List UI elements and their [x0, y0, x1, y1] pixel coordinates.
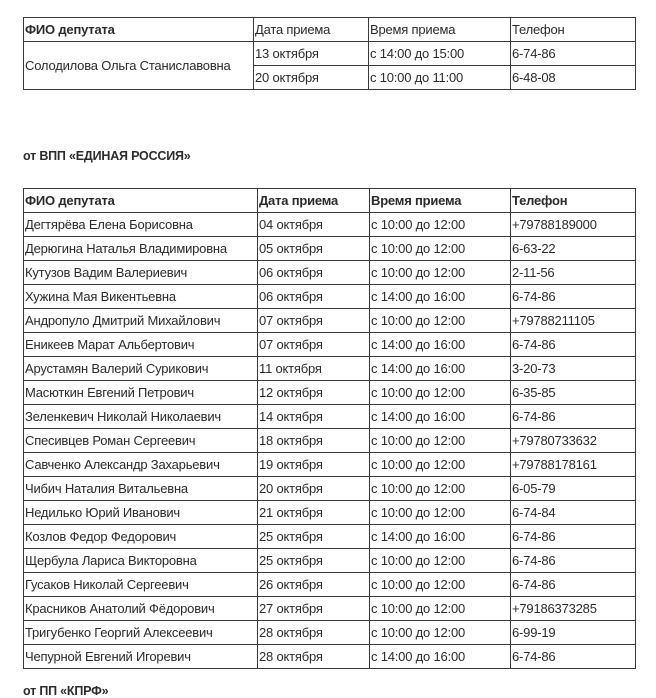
phone-cell: 6-74-86 — [511, 573, 636, 597]
schedule-table-independent — [23, 17, 636, 90]
date-cell: 13 октября — [254, 42, 369, 66]
header-time: Время приема — [369, 18, 511, 42]
date-cell: 19 октября — [258, 453, 370, 477]
phone-cell: 6-74-86 — [511, 525, 636, 549]
date-cell: 21 октября — [258, 501, 370, 525]
time-cell: с 10:00 до 11:00 — [369, 66, 511, 90]
time-cell: с 10:00 до 12:00 — [370, 261, 511, 285]
deputy-name-cell: Кутузов Вадим Валериевич — [24, 261, 258, 285]
date-cell: 05 октября — [258, 237, 370, 261]
table-row — [24, 525, 636, 549]
header-date: Дата приема — [254, 18, 369, 42]
deputy-name-cell: Арустамян Валерий Сурикович — [24, 357, 258, 381]
table-row — [24, 597, 636, 621]
schedule-table-united-russia — [23, 188, 636, 669]
date-cell: 04 октября — [258, 213, 370, 237]
phone-cell: 6-74-84 — [511, 501, 636, 525]
phone-cell: 6-74-86 — [511, 549, 636, 573]
date-cell: 18 октября — [258, 429, 370, 453]
deputy-name-cell: Савченко Александр Захарьевич — [24, 453, 258, 477]
deputy-name-cell: Щербула Лариса Викторовна — [24, 549, 258, 573]
deputy-name-cell: Гусаков Николай Сергеевич — [24, 573, 258, 597]
header-deputy-name: ФИО депутата — [24, 18, 254, 42]
deputy-name-cell: Красников Анатолий Фёдорович — [24, 597, 258, 621]
table-row — [24, 549, 636, 573]
time-cell: с 14:00 до 16:00 — [370, 405, 511, 429]
phone-cell: 2-11-56 — [511, 261, 636, 285]
date-cell: 25 октября — [258, 549, 370, 573]
time-cell: с 10:00 до 12:00 — [370, 453, 511, 477]
table-row — [24, 501, 636, 525]
time-cell: с 14:00 до 16:00 — [370, 333, 511, 357]
phone-cell: 6-74-86 — [511, 42, 636, 66]
time-cell: с 10:00 до 12:00 — [370, 309, 511, 333]
phone-cell: 6-05-79 — [511, 477, 636, 501]
phone-cell: 6-74-86 — [511, 645, 636, 669]
deputy-name-cell: Козлов Федор Федорович — [24, 525, 258, 549]
header-time: Время приема — [370, 189, 511, 213]
deputy-name-cell: Чибич Наталия Витальевна — [24, 477, 258, 501]
date-cell: 20 октября — [258, 477, 370, 501]
time-cell: с 10:00 до 12:00 — [370, 213, 511, 237]
table-row — [24, 261, 636, 285]
table-header-row — [24, 189, 636, 213]
deputy-name-cell: Хужина Мая Викентьевна — [24, 285, 258, 309]
header-phone: Телефон — [511, 189, 636, 213]
deputy-name-cell: Зеленкевич Николай Николаевич — [24, 405, 258, 429]
table-row — [24, 333, 636, 357]
phone-cell: 6-35-85 — [511, 381, 636, 405]
time-cell: с 10:00 до 12:00 — [370, 501, 511, 525]
table-row — [24, 621, 636, 645]
table-row — [24, 477, 636, 501]
date-cell: 06 октября — [258, 285, 370, 309]
table-row — [24, 453, 636, 477]
date-cell: 07 октября — [258, 333, 370, 357]
phone-cell: +79788178161 — [511, 453, 636, 477]
time-cell: с 10:00 до 12:00 — [370, 429, 511, 453]
time-cell: с 10:00 до 12:00 — [370, 621, 511, 645]
table-row — [24, 429, 636, 453]
phone-cell: +79780733632 — [511, 429, 636, 453]
phone-cell: 6-74-86 — [511, 405, 636, 429]
time-cell: с 14:00 до 16:00 — [370, 285, 511, 309]
deputy-name-cell: Дегтярёва Елена Борисовна — [24, 213, 258, 237]
time-cell: с 10:00 до 12:00 — [370, 597, 511, 621]
time-cell: с 10:00 до 12:00 — [370, 381, 511, 405]
deputy-name-cell: Еникеев Марат Альбертович — [24, 333, 258, 357]
deputy-name-cell: Тригубенко Георгий Алексеевич — [24, 621, 258, 645]
phone-cell: 3-20-73 — [511, 357, 636, 381]
time-cell: с 14:00 до 16:00 — [370, 357, 511, 381]
time-cell: с 10:00 до 12:00 — [370, 549, 511, 573]
date-cell: 12 октября — [258, 381, 370, 405]
table-row — [24, 573, 636, 597]
table-row — [24, 285, 636, 309]
phone-cell: 6-63-22 — [511, 237, 636, 261]
deputy-name-cell: Андропуло Дмитрий Михайлович — [24, 309, 258, 333]
deputy-name-cell: Недилько Юрий Иванович — [24, 501, 258, 525]
date-cell: 25 октября — [258, 525, 370, 549]
time-cell: с 14:00 до 16:00 — [370, 525, 511, 549]
table-row — [24, 309, 636, 333]
table-row — [24, 381, 636, 405]
phone-cell: +79788211105 — [511, 309, 636, 333]
phone-cell: 6-74-86 — [511, 285, 636, 309]
header-deputy-name: ФИО депутата — [24, 189, 258, 213]
deputy-name-cell: Дерюгина Наталья Владимировна — [24, 237, 258, 261]
table-row — [24, 357, 636, 381]
time-cell: с 14:00 до 16:00 — [370, 645, 511, 669]
date-cell: 11 октября — [258, 357, 370, 381]
time-cell: с 14:00 до 15:00 — [369, 42, 511, 66]
time-cell: с 10:00 до 12:00 — [370, 573, 511, 597]
table-row — [24, 213, 636, 237]
header-date: Дата приема — [258, 189, 370, 213]
date-cell: 06 октября — [258, 261, 370, 285]
date-cell: 26 октября — [258, 573, 370, 597]
table-row — [24, 42, 636, 66]
time-cell: с 10:00 до 12:00 — [370, 477, 511, 501]
table-row — [24, 237, 636, 261]
section-heading-kprf: от ПП «КПРФ» — [23, 684, 109, 698]
phone-cell: +79186373285 — [511, 597, 636, 621]
table-row — [24, 405, 636, 429]
phone-cell: 6-48-08 — [511, 66, 636, 90]
table-header-row — [24, 18, 636, 42]
date-cell: 27 октября — [258, 597, 370, 621]
phone-cell: 6-99-19 — [511, 621, 636, 645]
deputy-name-cell: Чепурной Евгений Игоревич — [24, 645, 258, 669]
deputy-name-cell: Спесивцев Роман Сергеевич — [24, 429, 258, 453]
date-cell: 07 октября — [258, 309, 370, 333]
phone-cell: +79788189000 — [511, 213, 636, 237]
time-cell: с 10:00 до 12:00 — [370, 237, 511, 261]
date-cell: 14 октября — [258, 405, 370, 429]
deputy-name-cell: Масюткин Евгений Петрович — [24, 381, 258, 405]
deputy-name-cell: Солодилова Ольга Станиславовна — [24, 42, 254, 90]
section-heading-united-russia: от ВПП «ЕДИНАЯ РОССИЯ» — [23, 149, 191, 163]
table-row — [24, 645, 636, 669]
header-phone: Телефон — [511, 18, 636, 42]
date-cell: 20 октября — [254, 66, 369, 90]
phone-cell: 6-74-86 — [511, 333, 636, 357]
date-cell: 28 октября — [258, 645, 370, 669]
date-cell: 28 октября — [258, 621, 370, 645]
